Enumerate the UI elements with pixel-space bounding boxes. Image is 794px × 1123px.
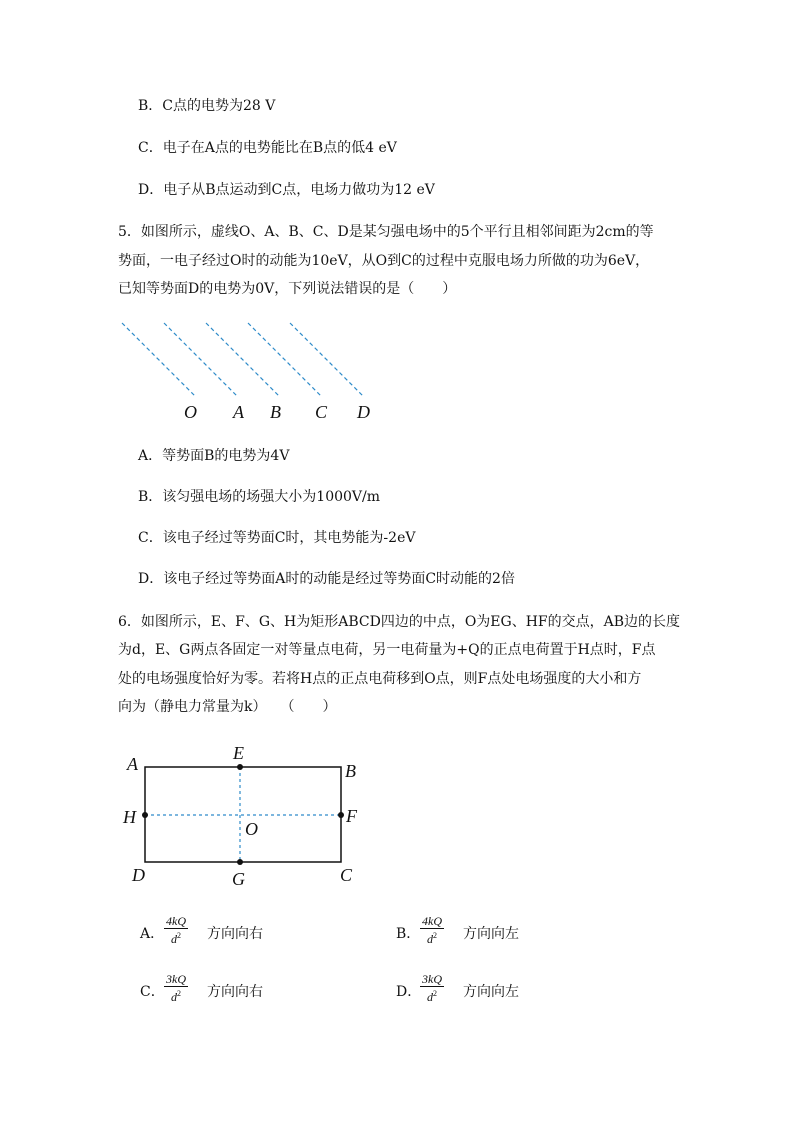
q6-option-d-letter: D． <box>396 984 422 1000</box>
q5-option-a: A．等势面B的电势为4V <box>138 448 290 464</box>
q6-option-a-fraction: $\frac{4kQ}{d^2}$ <box>166 914 186 946</box>
prev-option-d: D．电子从B点运动到C点，电场力做功为12 eV <box>138 182 435 198</box>
label-rect-o: O <box>245 819 258 839</box>
label-rect-h: H <box>123 807 136 827</box>
prev-option-c: C．电子在A点的电势能比在B点的低4 eV <box>138 140 397 156</box>
equipotential-line-b <box>206 323 280 397</box>
label-rect-g: G <box>232 869 245 889</box>
label-rect-d: D <box>132 865 145 885</box>
q6-option-b-fraction: $\frac{4kQ}{d^2}$ <box>422 914 442 946</box>
label-c: C <box>315 402 328 422</box>
q6-option-d-fraction: $\frac{3kQ}{d^2}$ <box>422 972 442 1004</box>
q5-option-c: C．该电子经过等势面C时，其电势能为-2eV <box>138 530 416 546</box>
q6-option-d-direction: 方向向左 <box>463 984 519 1000</box>
point-h <box>142 812 148 818</box>
rectangle-abcd <box>145 767 341 862</box>
label-rect-a: A <box>127 754 138 774</box>
equipotential-line-c <box>248 323 322 397</box>
q5-stem-line1: 5．如图所示，虚线O、A、B、C、D是某匀强电场中的5个平行且相邻间距为2cm的等 <box>118 224 654 240</box>
q6-stem-line3: 处的电场强度恰好为零。若将H点的正点电荷移到O点，则F点处电场强度的大小和方 <box>118 671 642 687</box>
label-b: B <box>270 402 281 422</box>
equipotential-line-a <box>164 323 238 397</box>
equipotential-line-d <box>290 323 364 397</box>
q6-option-c-direction: 方向向右 <box>207 984 263 1000</box>
q5-option-b: B．该匀强电场的场强大小为1000V/m <box>138 489 381 505</box>
point-e <box>237 764 243 770</box>
equipotential-line-o <box>122 323 196 397</box>
q6-option-a-letter: A． <box>140 926 165 942</box>
label-rect-b: B <box>345 761 356 781</box>
q5-stem-line2: 势面，一电子经过O时的动能为10eV，从O到C的过程中克服电场力所做的功为6eV， <box>118 253 650 269</box>
q6-stem-line1: 6．如图所示，E、F、G、H为矩形ABCD四边的中点，O为EG、HF的交点，AB边的长度 <box>118 614 681 630</box>
q6-stem-line4: 向为（静电力常量为k） （ ） <box>118 699 337 715</box>
label-rect-f: F <box>346 806 357 826</box>
q6-option-c-fraction: $\frac{3kQ}{d^2}$ <box>166 972 186 1004</box>
label-rect-e: E <box>233 743 244 763</box>
label-rect-c: C <box>340 865 353 885</box>
q6-option-a-direction: 方向向右 <box>207 926 263 942</box>
q6-stem-line2: 为d，E、G两点各固定一对等量点电荷，另一电荷量为+Q的正点电荷置于H点时，F点 <box>118 642 656 658</box>
q5-stem-line3: 已知等势面D的电势为0V，下列说法错误的是（ ） <box>118 281 457 297</box>
q6-option-b-direction: 方向向左 <box>463 926 519 942</box>
point-g <box>237 859 243 865</box>
q6-option-c-letter: C． <box>140 984 165 1000</box>
label-d: D <box>357 402 370 422</box>
point-f <box>338 812 344 818</box>
label-o: O <box>184 402 197 422</box>
label-a: A <box>233 402 244 422</box>
q6-option-b-letter: B． <box>396 926 421 942</box>
prev-option-b: B．C点的电势为28 V <box>138 98 276 114</box>
q5-option-d: D．该电子经过等势面A时的动能是经过等势面C时动能的2倍 <box>138 571 515 587</box>
